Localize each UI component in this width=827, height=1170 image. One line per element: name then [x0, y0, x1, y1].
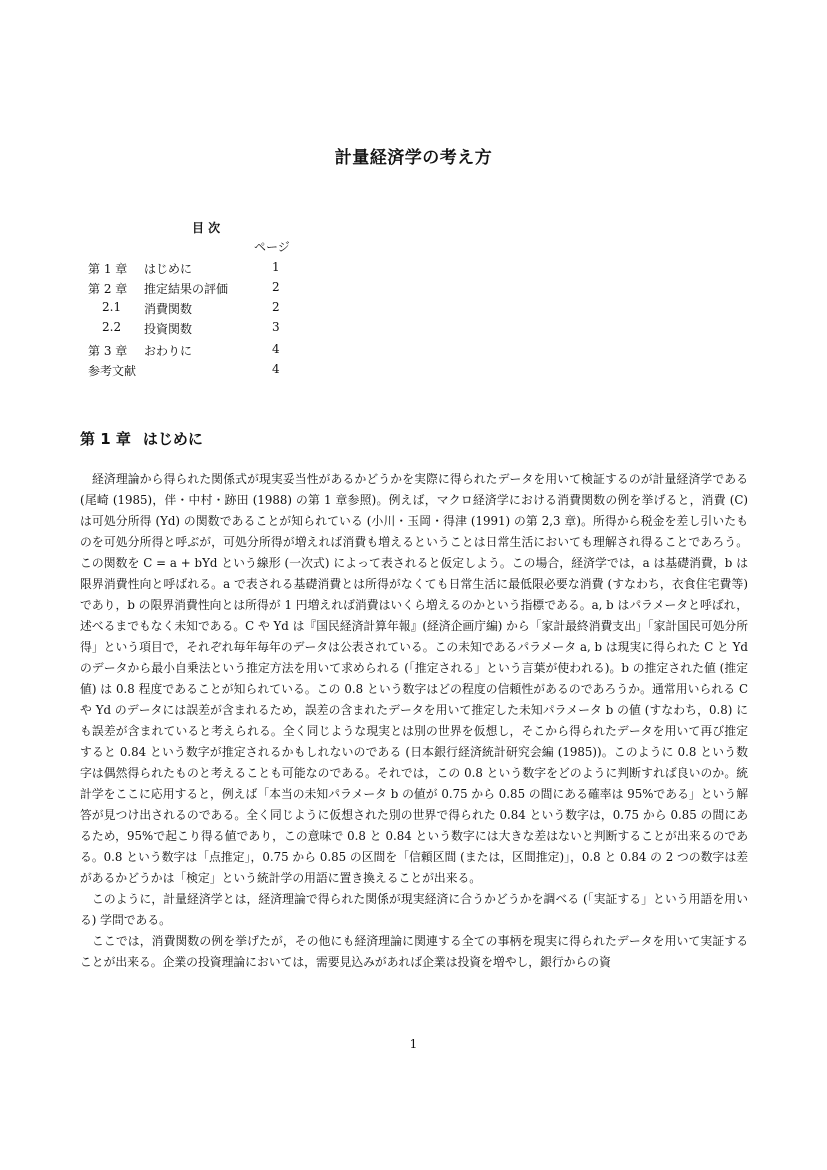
- toc-row: [88, 280, 288, 296]
- toc-row: [88, 362, 288, 378]
- toc-page: 2: [272, 280, 280, 294]
- toc-row: [102, 300, 288, 316]
- toc-title: はじめに: [144, 262, 193, 276]
- chapter-number: 第 1 章: [80, 430, 131, 448]
- toc-page-header: ページ: [254, 240, 290, 254]
- page-title: 計量経済学の考え方: [334, 148, 493, 168]
- toc-label: 2.2: [102, 320, 122, 334]
- toc-page: 4: [272, 362, 280, 376]
- toc-label: 第 2 章: [88, 282, 128, 296]
- chapter-title: はじめに: [142, 430, 203, 448]
- toc-page: 4: [272, 342, 280, 356]
- paragraph: このように，計量経済学とは，経済理論で得られた関係が現実経済に合うかどうかを調べる (「実証する」という用語を用いる) 学問である。: [80, 892, 748, 927]
- paragraph: 経済理論から得られた関係式が現実妥当性があるかどうかを実際に得られたデータを用いて検証するのが計量経済学である (尾崎 (1985)，伴・中村・跡田 (1988) の第 1 章参照)。例えば，マクロ経済学における消費関数の例を挙げると，消費 (C) は可処分所得 (Yd) の関数であることが知られている (小川・玉岡・得津 (1991) の第 2,3 章)。所得から税金を差し引いたものを可処分所得と呼ぶが，可処分所得が増えれば消費も増えるということは日常生活においても理解され得ることであろう。この関数を C = a + bYd という線形 (一次式) によって表されると仮定しよう。この場合，経済学では，a は基礎消費，b は限界消費性向と呼ばれる。a で表される基礎消費とは所得がなくても日常生活に最低限必要な消費 (すなわち，衣食住宅費等) であり，b の限界消費性向とは所得が 1 円増えれば消費はいくら増えるのかという指標である。a, b はパラメータと呼ばれ，述べるまでもなく未知である。C や Yd は『国民経済計算年報』(経済企画庁編) から「家計最終消費支出」「家計国民可処分所得」という項目で，それぞれ毎年毎年のデータは公表されている。この未知であるパラメータ a, b は現実に得られた C と Yd のデータから最小自乗法という推定方法を用いて求められる (「推定される」という言葉が使われる)。b の推定された値 (推定値) は 0.8 程度であることが知られている。この 0.8 という数字はどの程度の信頼性があるのであろうか。通常用いられる C や Yd のデータには誤差が含まれるため，誤差の含まれたデータを用いて推定した未知パラメータ b の値 (すなわち，0.8) にも誤差が含まれていると考えられる。全く同じような現実とは別の世界を仮想し，そこから得られたデータを用いて再び推定すると 0.84 という数字が推定されるかもしれないのである (日本銀行経済統計研究会編 (1985))。このように 0.8 という数字は偶然得られたものと考えることも可能なのである。それでは，この 0.8 という数字をどのように判断すれば良いのか。統計学をここに応用すると，例えば「本当の未知パラメータ b の値が 0.75 から 0.85 の間にある確率は 95%である」という解答が見つけ出されるのである。全く同じように仮想された別の世界で得られた 0.84 という数字は，0.75 から 0.85 の間にあるため，95%で起こり得る値であり，この意味で 0.8 と 0.84 という数字には大きな差はないと判断することが出来るのである。0.8 という数字は「点推定」，0.75 から 0.85 の区間を「信頼区間 (または，区間推定)」，0.8 と 0.84 の 2 つの数字は差があるかどうかは「検定」という統計学の用語に置き換えることが出来る。: [80, 472, 748, 885]
- toc-label: 2.1: [102, 300, 122, 314]
- toc-label: 第 3 章: [88, 344, 128, 358]
- toc-page: 3: [272, 320, 280, 334]
- toc-title: 消費関数: [144, 302, 193, 316]
- toc-label: 参考文献: [88, 364, 137, 378]
- chapter-heading: [80, 428, 203, 449]
- toc-title: 推定結果の評価: [144, 282, 229, 296]
- toc-row: [102, 320, 288, 336]
- toc-title: おわりに: [144, 344, 193, 358]
- page-number: 1: [409, 1037, 418, 1051]
- toc-title: 投資関数: [144, 322, 193, 336]
- toc-page: 2: [272, 300, 280, 314]
- paragraph: ここでは，消費関数の例を挙げたが，その他にも経済理論に関連する全ての事柄を現実に得られたデータを用いて実証することが出来る。企業の投資理論においては，需要見込みがあれば企業は投資を増やし，銀行からの資: [80, 934, 748, 969]
- toc-label: 第 1 章: [88, 262, 128, 276]
- toc-heading: 目 次: [192, 221, 221, 235]
- toc-row: [88, 260, 288, 276]
- toc-page: 1: [272, 260, 280, 274]
- toc-row: [88, 342, 288, 358]
- chapter-body: [80, 469, 748, 973]
